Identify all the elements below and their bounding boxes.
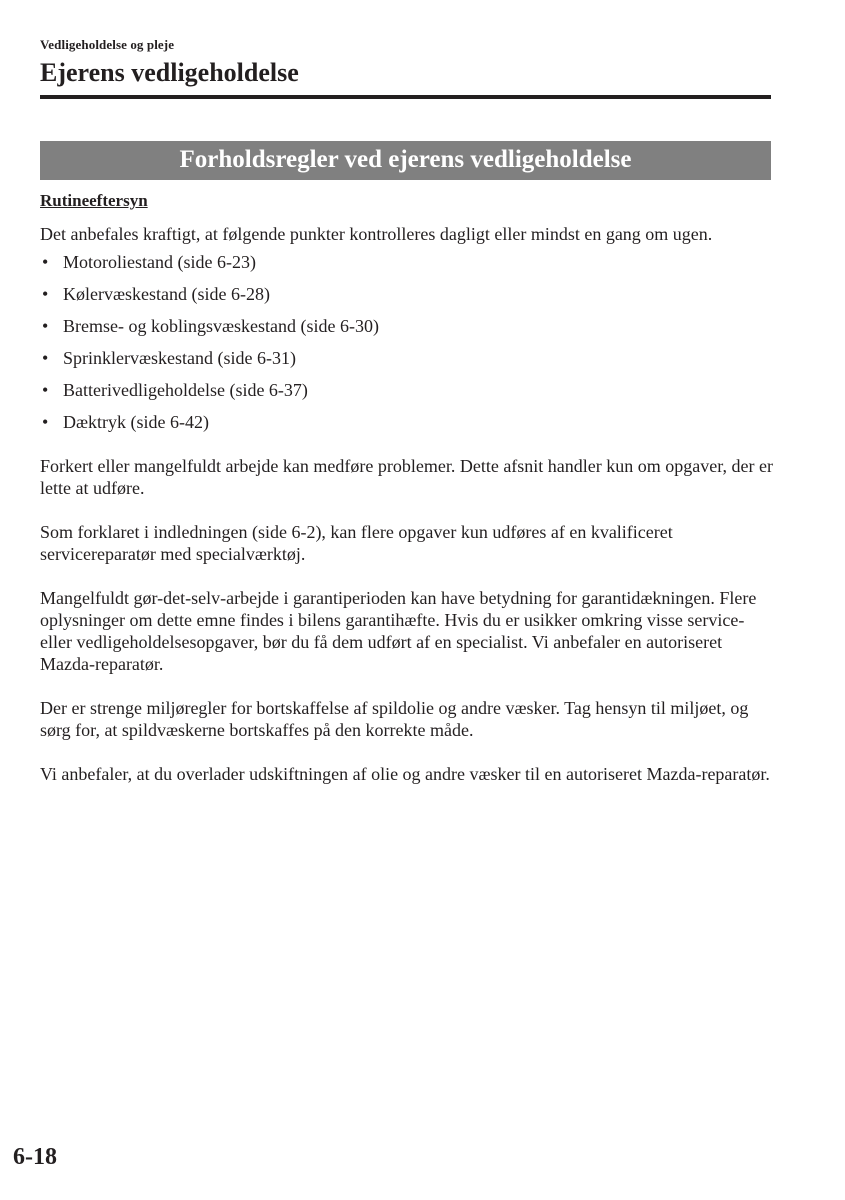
paragraph: Som forklaret i indledningen (side 6-2), kan flere opgaver kun udføres af en kvalificeret servicereparatør med specialværktøj.	[40, 522, 673, 564]
bullet-icon: •	[42, 252, 49, 272]
bullet-icon: •	[42, 380, 49, 400]
list-item	[40, 283, 780, 315]
bullet-icon: •	[42, 348, 49, 368]
bullet-icon: •	[42, 316, 49, 336]
breadcrumb: Vedligeholdelse og pleje	[40, 37, 175, 52]
list-item-text: Motoroliestand (side 6-23)	[63, 252, 256, 272]
paragraph: Mangelfuldt gør-det-selv-arbejde i garantiperioden kan have betydning for garantidækningen. Flere oplysninger om dette emne findes i bilens garantihæfte. Hvis du er usikker omkring visse service- eller vedligeholdelsesopgaver, bør du få dem udført af en specialist. Vi anbefaler en autoriseret Mazda-reparatør.	[40, 588, 757, 674]
paragraph: Der er strenge miljøregler for bortskaffelse af spildolie og andre væsker. Tag hensyn til miljøet, og sørg for, at spildvæskerne bortskaffes på den korrekte måde.	[40, 698, 749, 740]
list-item	[40, 315, 780, 347]
bullet-icon: •	[42, 412, 49, 432]
paragraph: Vi anbefaler, at du overlader udskiftningen af olie og andre væsker til en autoriseret Mazda-reparatør.	[40, 764, 770, 784]
bullet-icon: •	[42, 284, 49, 304]
section-banner: Forholdsregler ved ejerens vedligeholdelse	[40, 141, 771, 180]
content	[40, 190, 780, 785]
list-item	[40, 411, 780, 443]
paragraph: Forkert eller mangelfuldt arbejde kan medføre problemer. Dette afsnit handler kun om opgaver, der er lette at udføre.	[40, 456, 773, 498]
list-item	[40, 347, 780, 379]
intro-paragraph: Det anbefales kraftigt, at følgende punkter kontrolleres dagligt eller mindst en gang om ugen.	[40, 224, 713, 244]
page-number: 6-18	[13, 1144, 57, 1170]
subheading: Rutineeftersyn	[40, 191, 148, 210]
list-item	[40, 379, 780, 411]
list-item-text: Bremse- og koblingsvæskestand (side 6-30)	[63, 316, 379, 336]
checklist	[40, 251, 780, 443]
list-item	[40, 251, 780, 283]
page-title: Ejerens vedligeholdelse	[40, 58, 299, 87]
list-item-text: Sprinklervæskestand (side 6-31)	[63, 348, 296, 368]
list-item-text: Batterivedligeholdelse (side 6-37)	[63, 380, 308, 400]
list-item-text: Dæktryk (side 6-42)	[63, 412, 209, 432]
title-rule	[40, 95, 771, 99]
list-item-text: Kølervæskestand (side 6-28)	[63, 284, 270, 304]
